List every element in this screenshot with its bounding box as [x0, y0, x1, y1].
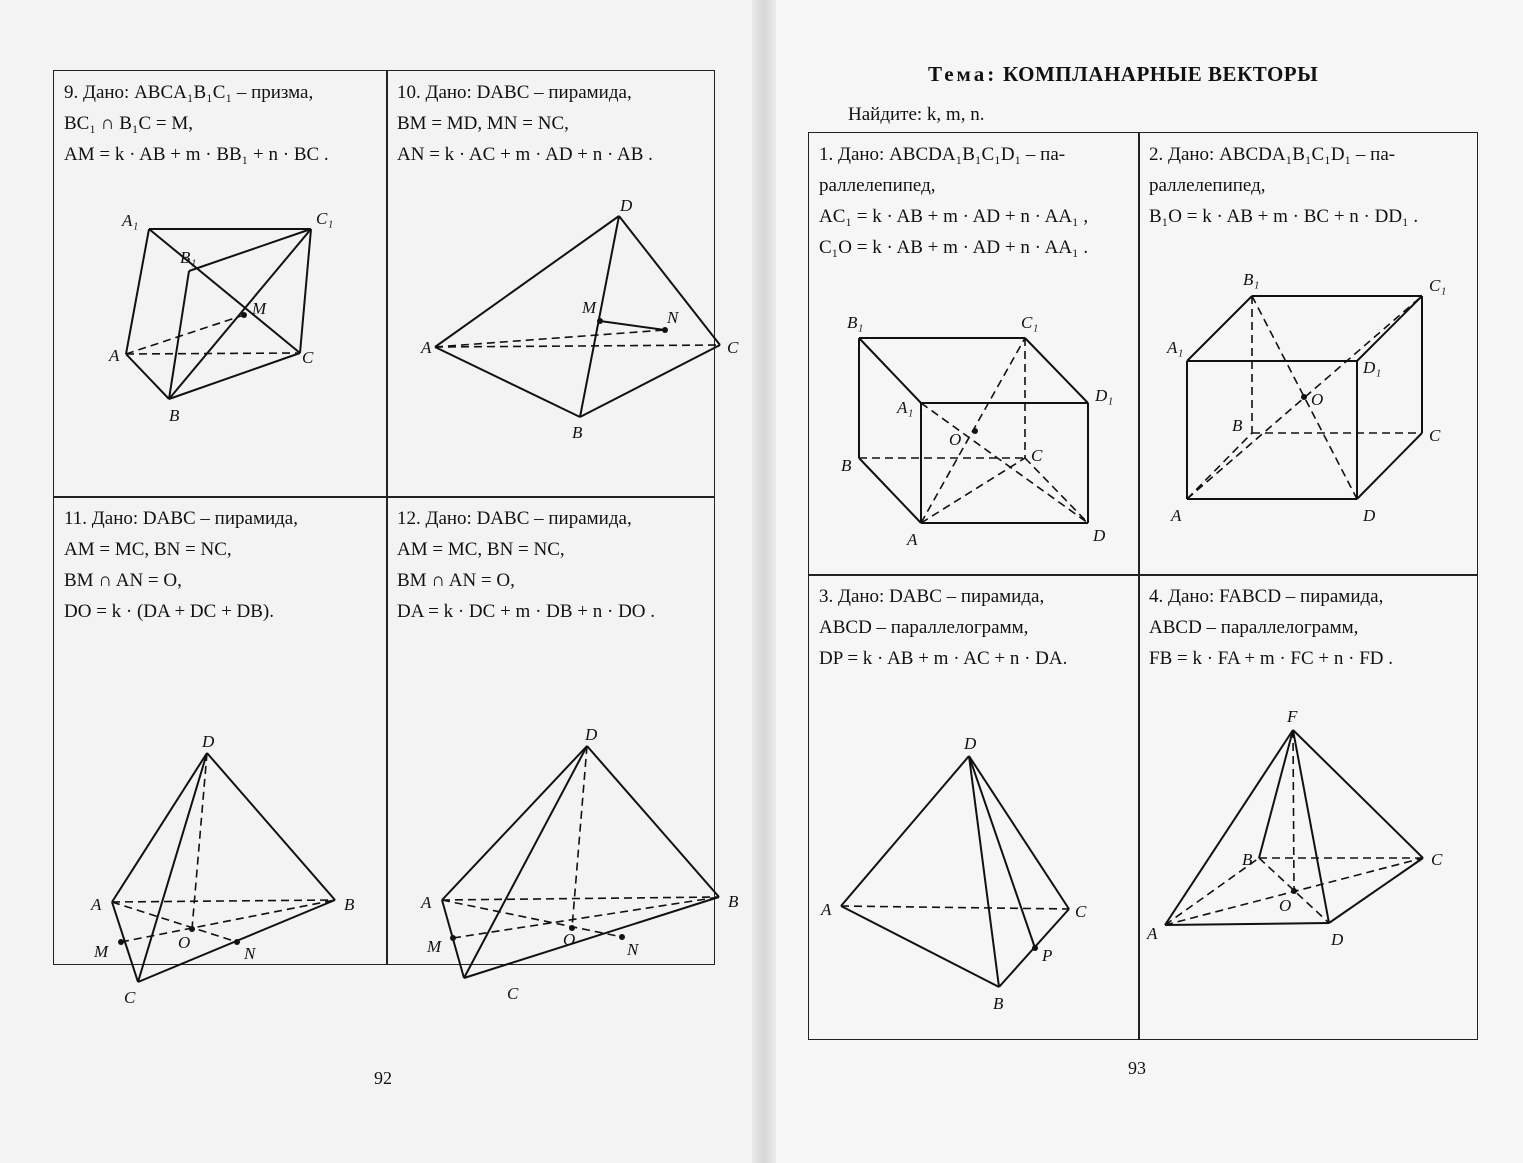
problem-1-line-1: 1. Дано: ABCDA₁B₁C₁D₁ – па-: [819, 144, 1066, 165]
label-M: M: [427, 937, 442, 956]
label-N: N: [667, 308, 679, 327]
problem-12-line-2: AM = MC, BN = NC,: [397, 539, 565, 560]
label-A: A: [109, 346, 120, 365]
problem-11-line-1: 11. Дано: DABC – пирамида,: [64, 508, 298, 529]
label-F: F: [1287, 707, 1298, 726]
instruction: Найдите: k, m, n.: [848, 104, 985, 125]
label-C: C: [727, 338, 739, 357]
problem-11-line-3: BM ∩ AN = O,: [64, 570, 182, 591]
page-number-left: 92: [374, 1068, 392, 1088]
problem-3-line-3: DP = k · AB + m · AC + n · DA.: [819, 648, 1068, 669]
label-C: C: [1075, 902, 1087, 921]
label-C: C: [507, 984, 519, 1003]
label-M: M: [252, 299, 267, 318]
problem-1-line-3: AC₁ = k · AB + m · AD + n · AA₁ ,: [819, 206, 1089, 227]
label-A: A: [821, 900, 832, 919]
label-D: D: [620, 196, 633, 215]
label-O: O: [1311, 390, 1324, 409]
problem-10-line-3: AN = k · AC + m · AD + n · AB .: [397, 144, 653, 165]
label-D: D: [585, 725, 598, 744]
problem-10-line-2: BM = MD, MN = NC,: [397, 113, 569, 134]
problem-9: [54, 71, 386, 496]
page-number-right: 93: [1128, 1058, 1146, 1078]
problem-12-line-4: DA = k · DC + m · DB + n · DO .: [397, 601, 656, 622]
label-A1: A₁: [1167, 338, 1184, 357]
label-B: B: [344, 895, 355, 914]
label-A: A: [421, 893, 432, 912]
problem-9-line-3: AM = k · AB + m · BB₁ + n · BC .: [64, 144, 329, 165]
problem-10-figure: [387, 71, 739, 496]
label-A1: A₁: [897, 398, 914, 417]
label-B: B: [1232, 416, 1243, 435]
label-A: A: [1171, 506, 1182, 525]
label-A: A: [1147, 924, 1158, 943]
label-A: A: [91, 895, 102, 914]
problem-10-line-1: 10. Дано: DABC – пирамида,: [397, 82, 632, 103]
problem-2-line-1: 2. Дано: ABCDA₁B₁C₁D₁ – па-: [1149, 144, 1396, 165]
label-P: P: [1042, 946, 1053, 965]
problem-9-line-1: 9. Дано: ABCA₁B₁C₁ – призма,: [64, 82, 314, 103]
topic-name: КОМПЛАНАРНЫЕ ВЕКТОРЫ: [1002, 62, 1319, 86]
label-N: N: [627, 940, 639, 959]
label-O: O: [178, 933, 191, 952]
problem-12: [387, 497, 739, 1003]
problem-11: [54, 497, 386, 1007]
label-B: B: [169, 406, 180, 425]
label-C1: C₁: [1429, 276, 1447, 295]
label-B: B: [993, 994, 1004, 1013]
label-D1: D₁: [1095, 386, 1114, 405]
problem-1: [809, 133, 1138, 574]
label-B: B: [1242, 850, 1253, 869]
problem-4-line-2: ABCD – параллелограмм,: [1149, 617, 1359, 638]
problem-11-line-4: DO = k · (DA + DC + DB).: [64, 601, 275, 622]
label-B1: B₁: [1243, 270, 1260, 289]
problem-12-line-1: 12. Дано: DABC – пирамида,: [397, 508, 632, 529]
label-D: D: [1331, 930, 1344, 949]
label-A: A: [421, 338, 432, 357]
label-D: D: [964, 734, 977, 753]
book-gutter: [752, 0, 776, 1163]
label-C1: C₁: [316, 209, 334, 228]
label-D: D: [202, 732, 215, 751]
label-C1: C₁: [1021, 313, 1039, 332]
problem-3-line-2: ABCD – параллелограмм,: [819, 617, 1029, 638]
right-problem-grid: [808, 132, 1478, 1040]
problem-4-figure: [1139, 575, 1477, 1040]
label-N: N: [244, 944, 256, 963]
problem-10: [387, 71, 739, 496]
problem-3-line-1: 3. Дано: DABC – пирамида,: [819, 586, 1045, 607]
topic-prefix: Тема:: [928, 62, 998, 86]
problem-3: [809, 575, 1138, 1040]
problem-2-line-3: B₁O = k · AB + m · BC + n · DD₁ .: [1149, 206, 1419, 227]
problem-4: [1139, 575, 1477, 1040]
label-O: O: [949, 430, 962, 449]
label-M: M: [94, 942, 109, 961]
problem-1-line-2: раллелепипед,: [819, 175, 936, 196]
label-B: B: [728, 892, 739, 911]
label-B: B: [572, 423, 583, 442]
label-C: C: [302, 348, 314, 367]
label-B1: B₁: [847, 313, 864, 332]
label-D1: D₁: [1363, 358, 1382, 377]
problem-11-line-2: AM = MC, BN = NC,: [64, 539, 232, 560]
problem-3-figure: [809, 575, 1138, 1040]
problem-4-line-1: 4. Дано: FABCD – пирамида,: [1149, 586, 1384, 607]
label-B1: B₁: [180, 248, 197, 267]
label-C: C: [1431, 850, 1443, 869]
problem-4-line-3: FB = k · FA + m · FC + n · FD .: [1149, 648, 1394, 669]
problem-12-line-3: BM ∩ AN = O,: [397, 570, 515, 591]
label-A: A: [907, 530, 918, 549]
label-M: M: [582, 298, 597, 317]
label-C: C: [124, 988, 136, 1007]
topic-title: [928, 62, 1318, 87]
label-D: D: [1093, 526, 1106, 545]
label-D: D: [1363, 506, 1376, 525]
problem-1-line-4: C₁O = k · AB + m · AD + n · AA₁ .: [819, 237, 1089, 258]
label-O: O: [1279, 896, 1292, 915]
problem-2-line-2: раллелепипед,: [1149, 175, 1266, 196]
label-C: C: [1429, 426, 1441, 445]
problem-2-figure: [1139, 133, 1477, 574]
problem-12-figure: [387, 497, 739, 1003]
label-O: O: [563, 930, 576, 949]
problem-9-line-2: BC₁ ∩ B₁C = M,: [64, 113, 194, 134]
label-A1: A₁: [122, 211, 139, 230]
problem-2: [1139, 133, 1477, 574]
problem-9-figure: [54, 71, 386, 496]
problem-1-figure: [809, 133, 1138, 574]
label-C: C: [1031, 446, 1043, 465]
left-problem-grid: [53, 70, 739, 1007]
problem-11-figure: [54, 497, 386, 1007]
label-B: B: [841, 456, 852, 475]
